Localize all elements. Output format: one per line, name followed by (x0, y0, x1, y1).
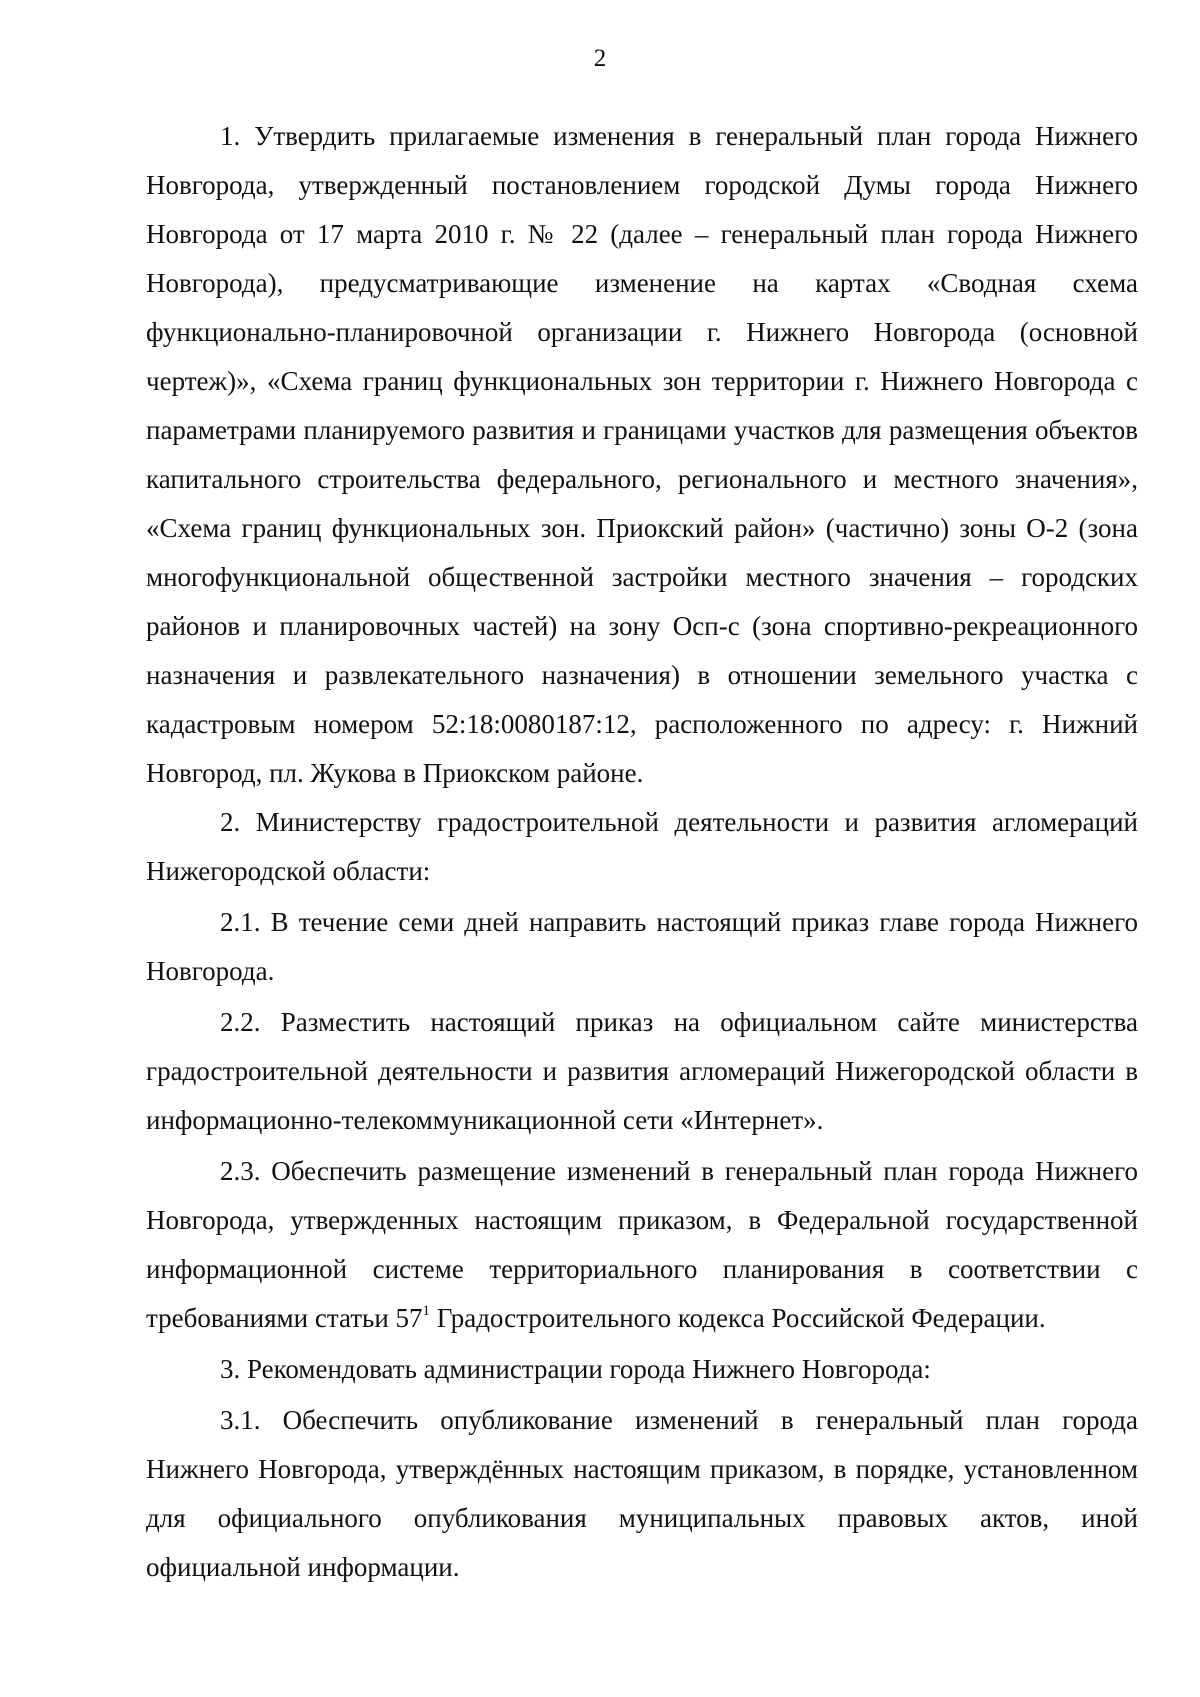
superscript-marker: 1 (422, 1303, 431, 1319)
paragraph-3: 3. Рекомендовать администрации города Нижнего Новгорода: (220, 1354, 931, 1384)
paragraph-2-3-text: 2.3. Обеспечить размещение изменений в генеральный план города Нижнего Новгорода, утвержденных настоящим приказом, в Федеральной государственной информационной системе территориального планирования в соответствии с требованиями статьи 57 (146, 1156, 1138, 1333)
paragraph-2: 2. Министерству градостроительной деятельности и развития агломераций Нижегородской области: (146, 807, 1138, 886)
document-body (146, 112, 1138, 1592)
paragraph-1: 1. Утвердить прилагаемые изменения в генеральный план города Нижнего Новгорода, утвержденный постановлением городской Думы города Нижнего Новгорода от 17 марта 2010 г. № 22 (далее – генеральный план города Нижнего Новгорода), предусматривающие изменение на картах «Сводная схема функционально-планировочной организации г. Нижнего Новгорода (основной чертеж)», «Схема границ функциональных зон территории г. Нижнего Новгорода с параметрами планируемого развития и границами участков для размещения объектов капитального строительства федерального, регионального и местного значения», «Схема границ функциональных зон. Приокский район» (частично) зоны О-2 (зона многофункциональной общественной застройки местного значения – городских районов и планировочных частей) на зону Осп-с (зона спортивно-рекреационного назначения и развлекательного назначения) в отношении земельного участка с кадастровым номером 52:18:0080187:12, расположенного по адресу: г. Нижний Новгород, пл. Жукова в Приокском районе. (146, 121, 1138, 788)
paragraph-2-1: 2.1. В течение семи дней направить настоящий приказ главе города Нижнего Новгорода. (146, 907, 1138, 986)
paragraph-2-2: 2.2. Разместить настоящий приказ на официальном сайте министерства градостроительной деятельности и развития агломераций Нижегородской области в информационно-телекоммуникационной сети «Интернет». (146, 1007, 1138, 1135)
paragraph-3-1: 3.1. Обеспечить опубликование изменений в генеральный план города Нижнего Новгорода, утверждённых настоящим приказом, в порядке, установленном для официального опубликования муниципальных правовых актов, иной официальной информации. (146, 1405, 1138, 1582)
paragraph-2-3-text-end: Градостроительного кодекса Российской Федерации. (430, 1303, 1046, 1333)
paragraph-2-3 (146, 1147, 1138, 1343)
page-number: 2 (593, 45, 607, 72)
